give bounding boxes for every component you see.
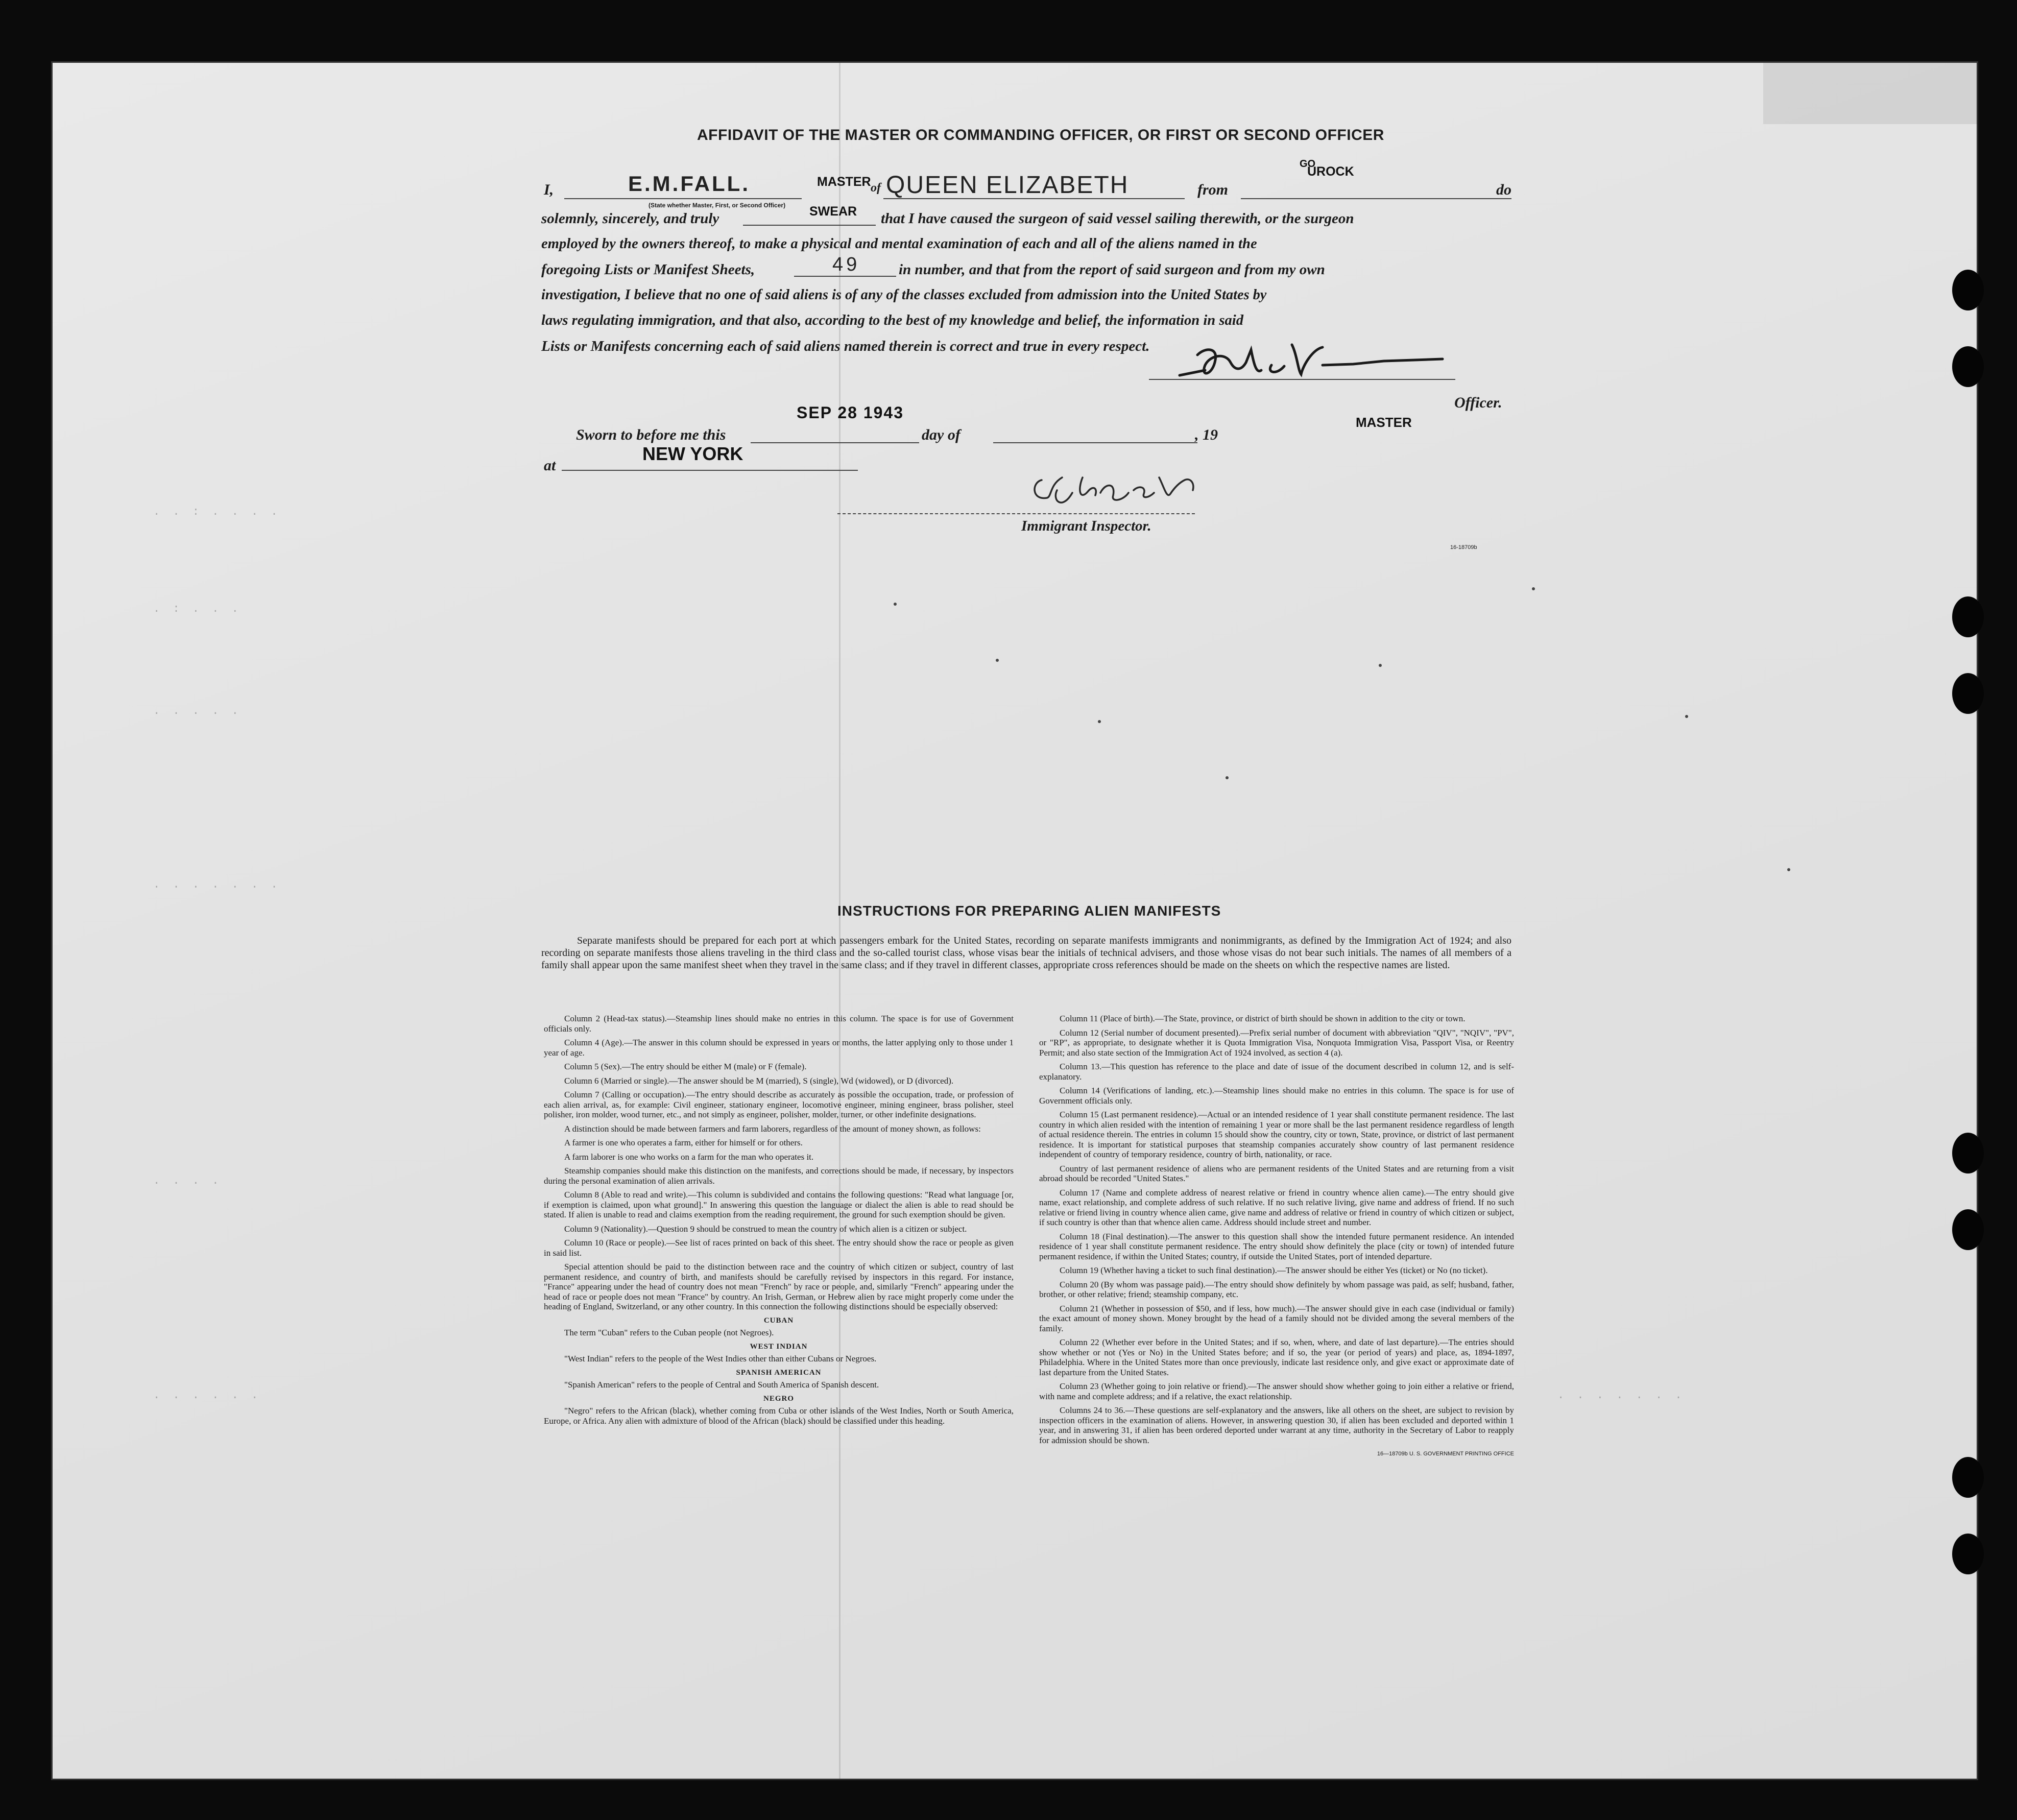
dot-mark <box>1379 664 1382 667</box>
instruction-column-14: Column 14 (Verifications of landing, etc.).—Steamship lines should make no entries in this column. The space is for use of Government officials only. <box>1039 1086 1514 1106</box>
instruction-farmer: A farmer is one who operates a farm, either for himself or for others. <box>564 1138 803 1147</box>
do-label: do <box>1496 181 1511 198</box>
instruction-column-9: Column 9 (Nationality).—Question 9 should be construed to mean the country of which alien is a citizen or subject. <box>564 1224 967 1234</box>
officer-signature <box>1169 334 1445 386</box>
sworn-month-line <box>993 442 1197 443</box>
officer-label: Officer. <box>1454 394 1502 411</box>
instruction-column-2: Column 2 (Head-tax status).—Steamship lines should make no entries in this column. The space is for use of Government officials only. <box>544 1014 1014 1034</box>
instruction-farm-intro: A distinction should be made between farmers and farm laborers, regardless of the amount of money shown, as follows: <box>564 1123 981 1134</box>
from-label: from <box>1197 181 1228 198</box>
form-number: 16-18709b <box>1450 544 1477 550</box>
printing-office-footer: 16—18709b U. S. GOVERNMENT PRINTING OFFICE <box>1377 1451 1514 1457</box>
affidavit-heading: AFFIDAVIT OF THE MASTER OR COMMANDING OFFICER, OR FIRST OR SECOND OFFICER <box>697 127 1384 143</box>
instruction-column-19: Column 19 (Whether having a ticket to such final destination).—The answer should be either Yes (ticket) or No (no ticket). <box>1060 1265 1488 1275</box>
affidavit-line: in number, and that from the report of said surgeon and from my own <box>899 261 1325 278</box>
instruction-negro: "Negro" refers to the African (black), whether coming from Cuba or other islands of the West Indies, North or South America, Europe, or Africa. Any alien with admixture of blood of the African (black) should be classified under this heading. <box>544 1406 1014 1426</box>
bleed-through-text: . . . . . . . <box>153 878 281 891</box>
sworn-day-line <box>751 442 919 443</box>
bleed-through-text: . . . . . . <box>153 1389 261 1402</box>
bleed-through-text: . . . . <box>153 1175 222 1187</box>
paper-crease <box>1763 63 1978 124</box>
instructions-left-column <box>544 1014 1014 1430</box>
port-stamp-top: GO <box>1300 158 1316 170</box>
year-label: , 19 <box>1195 426 1218 443</box>
spanish-american-heading: SPANISH AMERICAN <box>736 1368 822 1377</box>
instruction-column-8: Column 8 (Able to read and write).—This column is subdivided and contains the following questions: "Read what language [or, if exemption is claimed, upon what ground]." In answering this question the language or dialect the alien is able to read should be stated. If alien is unable to read and claims exemption from the reading requirement, the ground for such exemption should be given. <box>544 1190 1014 1219</box>
oath-line <box>743 225 876 226</box>
instruction-column-21: Column 21 (Whether in possession of $50, and if less, how much).—The answer should give in each case (individual or family) the exact amount of money shown. Money brought by the head of a family should not be divided among the several members of the family. <box>1039 1303 1514 1333</box>
sheets-count: 49 <box>832 254 860 275</box>
affidavit-line: that I have caused the surgeon of said vessel sailing therewith, or the surgeon <box>881 210 1354 227</box>
instructions-right-column <box>1039 1014 1514 1464</box>
affidavit-line: employed by the owners thereof, to make a physical and mental examination of each and all of the aliens named in the <box>541 236 1257 252</box>
bleed-through-text: . : . . . <box>153 603 242 615</box>
inspector-line <box>837 513 1195 514</box>
affidavit-line: Lists or Manifests concerning each of said aliens named therein is correct and true in every respect. <box>541 338 1150 354</box>
instruction-column-23: Column 23 (Whether going to join relative or friend).—The answer should show whether going to join either a relative or friend, with name and complete address; and if a relative, the exact relationship. <box>1039 1381 1514 1401</box>
bleed-through-text: . . : . . . . <box>153 506 281 518</box>
oath-stamp: SWEAR <box>809 204 857 219</box>
instruction-west-indian: "West Indian" refers to the people of the West Indies other than either Cubans or Negroes. <box>564 1354 877 1363</box>
cuban-heading: CUBAN <box>763 1316 794 1325</box>
instruction-columns-24-36: Columns 24 to 36.—These questions are self-explanatory and the answers, like all others on the sheet, are subject to revision by inspection officers in the examination of aliens. However, in answering question 30, if alien has been excluded and deported within 1 year, and in answering 31, if alien has been ordered deported under warrant at any time, authority in the Secretary of Labor to reapply for admission should be shown. <box>1039 1405 1514 1445</box>
officer-name-line <box>564 198 802 199</box>
instructions-title: INSTRUCTIONS FOR PREPARING ALIEN MANIFESTS <box>837 903 1221 919</box>
instruction-spanish-american: "Spanish American" refers to the people of Central and South America of Spanish descent. <box>564 1380 879 1390</box>
punch-hole <box>1952 1534 1984 1574</box>
punch-hole <box>1952 673 1984 714</box>
date-stamp: SEP 28 1943 <box>797 403 904 422</box>
dot-mark <box>1532 587 1535 590</box>
instruction-column-15b: Country of last permanent residence of aliens who are permanent residents of the United States and are returning from a visit abroad should be recorded "United States." <box>1039 1163 1514 1183</box>
dot-mark <box>894 603 897 606</box>
port-stamp: UROCK <box>1307 164 1354 179</box>
sworn-label: Sworn to before me this <box>576 426 726 443</box>
dot-mark <box>1685 715 1688 718</box>
instruction-column-20: Column 20 (By whom was passage paid).—The entry should show definitely by whom passage was paid, as self; husband, father, brother, or other relative; friend; steamship company, etc. <box>1039 1279 1514 1299</box>
i-label: I, <box>544 181 554 198</box>
punch-hole <box>1952 1457 1984 1498</box>
instruction-column-11: Column 11 (Place of birth).—The State, province, or district of birth should be shown in addition to the city or town. <box>1060 1014 1466 1023</box>
instruction-column-12: Column 12 (Serial number of document presented).—Prefix serial number of document with abbreviation "QIV", "NQIV", "PV", or "RP", as appropriate, to designate whether it is Quota Immigration Visa, Nonquota Immigration Visa, Passport Visa, or Reentry Permit; and also state section of the Immigration Act of 1924 involved, as section 4 (a). <box>1039 1027 1514 1058</box>
instruction-column-13: Column 13.—This question has reference to the place and date of issue of the document described in column 12, and is self-explanatory. <box>1039 1062 1514 1082</box>
instruction-column-4: Column 4 (Age).—The answer in this column should be expressed in years or months, the latter applying only to those under 1 year of age. <box>544 1038 1014 1058</box>
instruction-special: Special attention should be paid to the distinction between race and the country of which citizen or subject, country of last permanent residence, and country of birth, and manifests should be carefully revised by inspectors in this regard. For instance, "France" appearing under the head of country does not mean "French" by race or people, and, similarly "French" appearing under the head of race or people does not mean "France" by country. An Irish, German, or Hebrew alien by race might properly come under the heading of England, Switzerland, or any other country. In this connection the following distinctions should be especially observed: <box>544 1262 1014 1311</box>
dot-mark <box>1787 868 1790 871</box>
instruction-column-5: Column 5 (Sex).—The entry should be either M (male) or F (female). <box>564 1062 807 1071</box>
punch-hole <box>1952 596 1984 637</box>
dot-mark <box>996 659 999 662</box>
negro-heading: NEGRO <box>763 1394 794 1403</box>
dot-mark <box>1226 776 1229 779</box>
punch-hole <box>1952 1209 1984 1250</box>
affidavit-line: laws regulating immigration, and that also, according to the best of my knowledge and belief, the information in said <box>541 313 1244 328</box>
instruction-column-18: Column 18 (Final destination).—The answer to this question shall show the intended future permanent residence. An intended residence of 1 year shall constitute permanent residence. The entry should show definitely the place (city or town) of intended future permanent residence, if within the United States; country, if outside the United States, port of intended departure. <box>1039 1231 1514 1261</box>
day-label: day of <box>922 426 961 443</box>
instruction-column-22: Column 22 (Whether ever before in the United States; and if so, when, where, and date of last departure).—The entries should show whether or not (Yes or No) in the United States before; and if so, the year (or period of years) and place, as, 1894-1897, Philadelphia. Where in the United States more than once previously, indicate last residence only, and give exact or approximate date of last departure from the United States. <box>1039 1337 1514 1377</box>
dot-mark <box>1098 720 1101 723</box>
instruction-cuban: The term "Cuban" refers to the Cuban people (not Negroes). <box>564 1328 774 1337</box>
at-label: at <box>544 457 556 474</box>
place-line <box>562 470 858 471</box>
officer-signature-line <box>1149 379 1455 380</box>
inspector-label: Immigrant Inspector. <box>1021 518 1151 534</box>
punch-hole <box>1952 346 1984 387</box>
punch-hole <box>1952 1133 1984 1174</box>
instruction-column-15: Column 15 (Last permanent residence).—Actual or an intended residence of 1 year shall constitute permanent residence. The last country in which alien resided with the intention of remaining 1 year or more shall be the last permanent residence regardless of length of actual residence therein. The entries in column 15 should show the country, city or town, State, province, or district of last permanent residence. It is important for statistical purposes that steamship companies accurately show country of last permanent residence independent of country of temporary residence, country of birth, nationality, or race. <box>1039 1110 1514 1159</box>
vessel-name: QUEEN ELIZABETH <box>886 172 1129 199</box>
punch-hole <box>1952 270 1984 310</box>
affidavit-line: investigation, I believe that no one of said aliens is of any of the classes excluded from admission into the United States by <box>541 287 1267 303</box>
rank-hint: (State whether Master, First, or Second Officer) <box>649 202 786 209</box>
affidavit-line: foregoing Lists or Manifest Sheets, <box>541 261 755 278</box>
instruction-column-7: Column 7 (Calling or occupation).—The entry should describe as accurately as possible the occupation, trade, or profession of each alien arrival, as, for example: Civil engineer, stationary engineer, locomotive engineer, mining engineer, brass polisher, steel polisher, iron molder, wood turner, etc., and not simply as engineer, polisher, molder, turner, or other indefinite designations. <box>544 1090 1014 1119</box>
west-indian-heading: WEST INDIAN <box>750 1342 808 1351</box>
inspector-signature <box>1001 462 1236 518</box>
port-line <box>1241 198 1511 199</box>
instruction-farm-laborer: A farm laborer is one who works on a farm for the man who operates it. <box>564 1152 814 1162</box>
instructions-intro: Separate manifests should be prepared for each port at which passengers embark for the United States, recording on separate manifests immigrants and nonimmigrants, as defined by the Immigration Act of 1924; and also recording on separate manifests those aliens traveling in the third class and the so-called tourist class, whose visas bear the initials of technical advisers, and those whose visas do not bear such initials. The names of all members of a family shall appear upon the same manifest sheet when they travel in the same class; and if they travel in different classes, appropriate cross references should be made on the sheets on which the respective names are listed. <box>541 935 1511 971</box>
sheets-line <box>794 276 896 277</box>
instruction-steamship: Steamship companies should make this distinction on the manifests, and corrections should be made, if necessary, by inspectors during the personal examination of alien arrivals. <box>544 1166 1014 1186</box>
bleed-through-text: . . . . . <box>153 705 242 717</box>
officer-name: E.M.FALL. <box>628 172 750 196</box>
rank-stamp: MASTER <box>817 175 871 189</box>
master-stamp: MASTER <box>1356 415 1412 430</box>
instruction-column-10: Column 10 (Race or people).—See list of races printed on back of this sheet. The entry should show the race or people as given in said list. <box>544 1238 1014 1258</box>
place-stamp: NEW YORK <box>642 443 743 464</box>
instruction-column-6: Column 6 (Married or single).—The answer should be M (married), S (single), Wd (widowed), or D (divorced). <box>564 1075 954 1086</box>
instruction-column-17: Column 17 (Name and complete address of nearest relative or friend in country whence alien came).—The entry should give name, exact relationship, and complete address of such relative. If no such relative living, give name and address of friend. If no such relative or friend living in country whence alien came, give name and address of relative or friend in country of which citizen or subject, if such country is other than that whence alien came. Address should include street and number. <box>1039 1187 1514 1227</box>
affidavit-line: solemnly, sincerely, and truly <box>541 210 719 227</box>
of-label: of <box>871 181 881 195</box>
bleed-through-text: . . . . . . . <box>1557 1389 1685 1402</box>
